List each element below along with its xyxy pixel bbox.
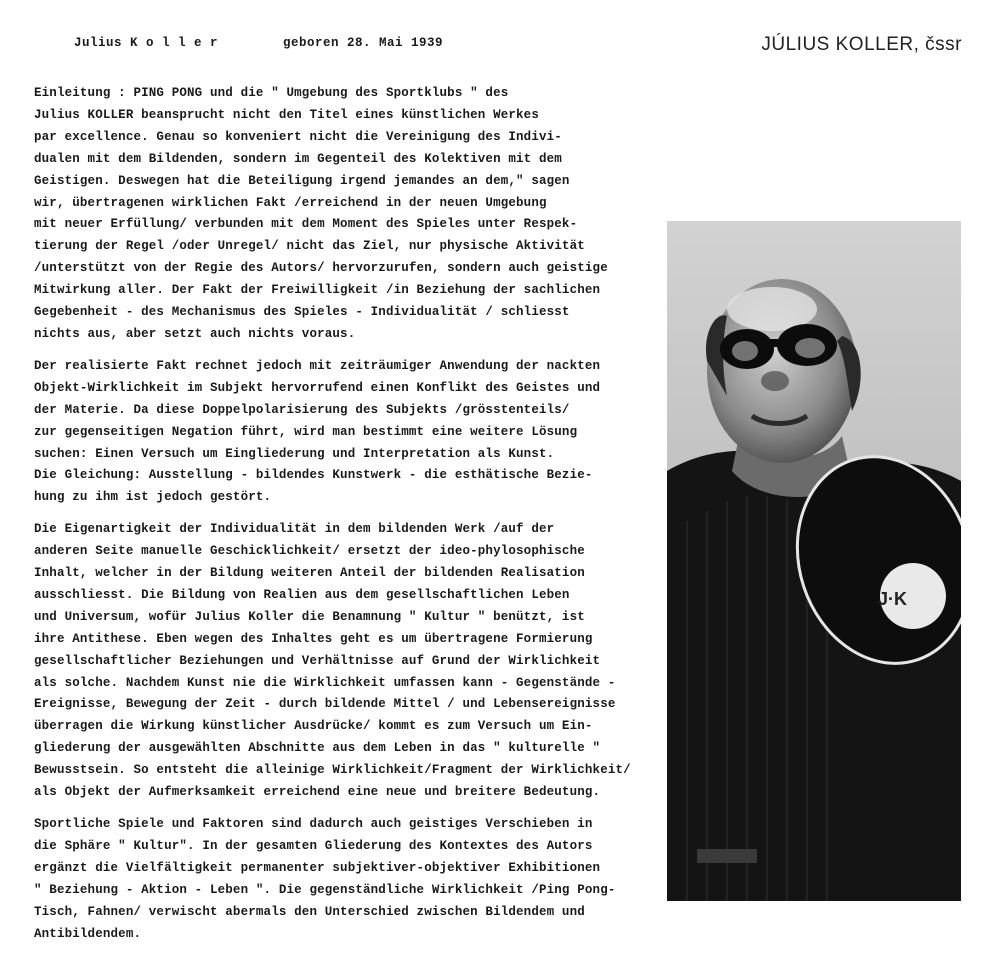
text-line: par excellence. Genau so konveniert nicht die Vereinigung des Indivi- (34, 129, 562, 144)
text-line: Einleitung : PING PONG und die " Umgebung des Sportklubs " des (34, 86, 509, 100)
text-line: gesellschaftlicher Beziehungen und Verhältnisse auf Grund der Wirklichkeit (34, 653, 601, 668)
text-line: als Objekt der Aufmerksamkeit erreichend eine neue und breitere Bedeutung. (34, 785, 601, 800)
text-line: ergänzt die Vielfältigkeit permanenter subjektiver-objektiver Exhibitionen (34, 860, 601, 875)
text-line: /unterstützt von der Regie des Autors/ hervorzurufen, sondern auch geistige (34, 261, 608, 276)
body-text (34, 83, 634, 955)
paragraph (34, 814, 634, 945)
text-line: " Beziehung - Aktion - Leben ". Die gegenständliche Wirklichkeit /Ping Pong- (34, 882, 616, 897)
text-line: überragen die Wirkung künstlicher Ausdrücke/ kommt es zum Versuch um Ein- (34, 719, 593, 734)
text-line: Bewusstsein. So entsteht die alleinige Wirklichkeit/Fragment der Wirklichkeit/ (34, 763, 631, 778)
text-line: tierung der Regel /oder Unregel/ nicht das Ziel, nur physische Aktivität (34, 239, 585, 254)
text-line: anderen Seite manuelle Geschicklichkeit/ ersetzt der ideo-phylosophische (34, 544, 585, 559)
text-line: zur gegenseitigen Negation führt, wird man bestimmt eine weitere Lösung (34, 424, 578, 439)
text-line: ausschliesst. Die Bildung von Realien aus dem gesellschaftlichen Leben (34, 587, 570, 602)
text-line: und Universum, wofür Julius Koller die Benamnung " Kultur " benützt, ist (34, 609, 585, 624)
header-artist-title: JÚLIUS KOLLER, čssr (761, 34, 962, 55)
paragraph (34, 519, 634, 804)
text-line: Gegebenheit - des Mechanismus des Spieles - Individualität / schliesst (34, 305, 570, 320)
paragraph (34, 356, 634, 509)
text-line: nichts aus, aber setzt auch nichts voraus. (34, 326, 356, 341)
text-line: dualen mit dem Bildenden, sondern im Gegenteil des Kolektiven mit dem (34, 151, 562, 166)
text-line: Geistigen. Deswegen hat die Beteiligung irgend jemandes an dem," sagen (34, 173, 570, 188)
text-line: Die Gleichung: Ausstellung - bildendes Kunstwerk - die esthätische Bezie- (34, 468, 593, 483)
text-line: Der realisierte Fakt rechnet jedoch mit zeiträumiger Anwendung der nackten (34, 358, 601, 373)
text-line: der Materie. Da diese Doppelpolarisierung des Subjekts /grösstenteils/ (34, 402, 570, 417)
text-line: Mitwirkung aller. Der Fakt der Freiwilligkeit /in Beziehung der sachlichen (34, 283, 601, 298)
text-line: als solche. Nachdem Kunst nie die Wirklichkeit umfassen kann - Gegenstände - (34, 675, 616, 690)
text-line: ihre Antithese. Eben wegen des Inhaltes geht es um übertragene Formierung (34, 631, 593, 646)
text-line: Die Eigenartigkeit der Individualität in dem bildenden Werk /auf der (34, 522, 555, 537)
text-line: Tisch, Fahnen/ verwischt abermals den Unterschied zwischen Bildendem und (34, 904, 585, 919)
jk-badge-label: J·K (878, 589, 908, 609)
portrait-illustration (667, 221, 961, 901)
text-line: gliederung der ausgewählten Abschnitte aus dem Leben in das " kulturelle " (34, 741, 601, 756)
text-line: mit neuer Erfüllung/ verbunden mit dem Moment des Spieles unter Respek- (34, 217, 578, 232)
text-line: die Sphäre " Kultur". In der gesamten Gliederung des Kontextes des Autors (34, 838, 593, 853)
header-birth-date: geboren 28. Mai 1939 (283, 36, 444, 50)
text-line: Inhalt, welcher in der Bildung weiteren Anteil der bildenden Realisation (34, 566, 585, 581)
header-author-name: Julius K o l l e r (74, 36, 219, 50)
portrait-photo (667, 221, 961, 901)
text-line: Ereignisse, Bewegung der Zeit - durch bildende Mittel / und Lebensereignisse (34, 697, 616, 712)
text-line: Sportliche Spiele und Faktoren sind dadurch auch geistiges Verschieben in (34, 817, 593, 831)
text-line: Antibildendem. (34, 926, 142, 941)
text-line: wir, übertragenen wirklichen Fakt /erreichend in der neuen Umgebung (34, 195, 547, 210)
text-line: Julius KOLLER beansprucht nicht den Titel eines künstlichen Werkes (34, 107, 539, 122)
text-line: hung zu ihm ist jedoch gestört. (34, 490, 272, 505)
text-line: Objekt-Wirklichkeit im Subjekt hervorrufend einen Konflikt des Geistes und (34, 380, 601, 395)
paragraph (34, 83, 634, 346)
text-line: suchen: Einen Versuch um Eingliederung und Interpretation als Kunst. (34, 446, 555, 461)
